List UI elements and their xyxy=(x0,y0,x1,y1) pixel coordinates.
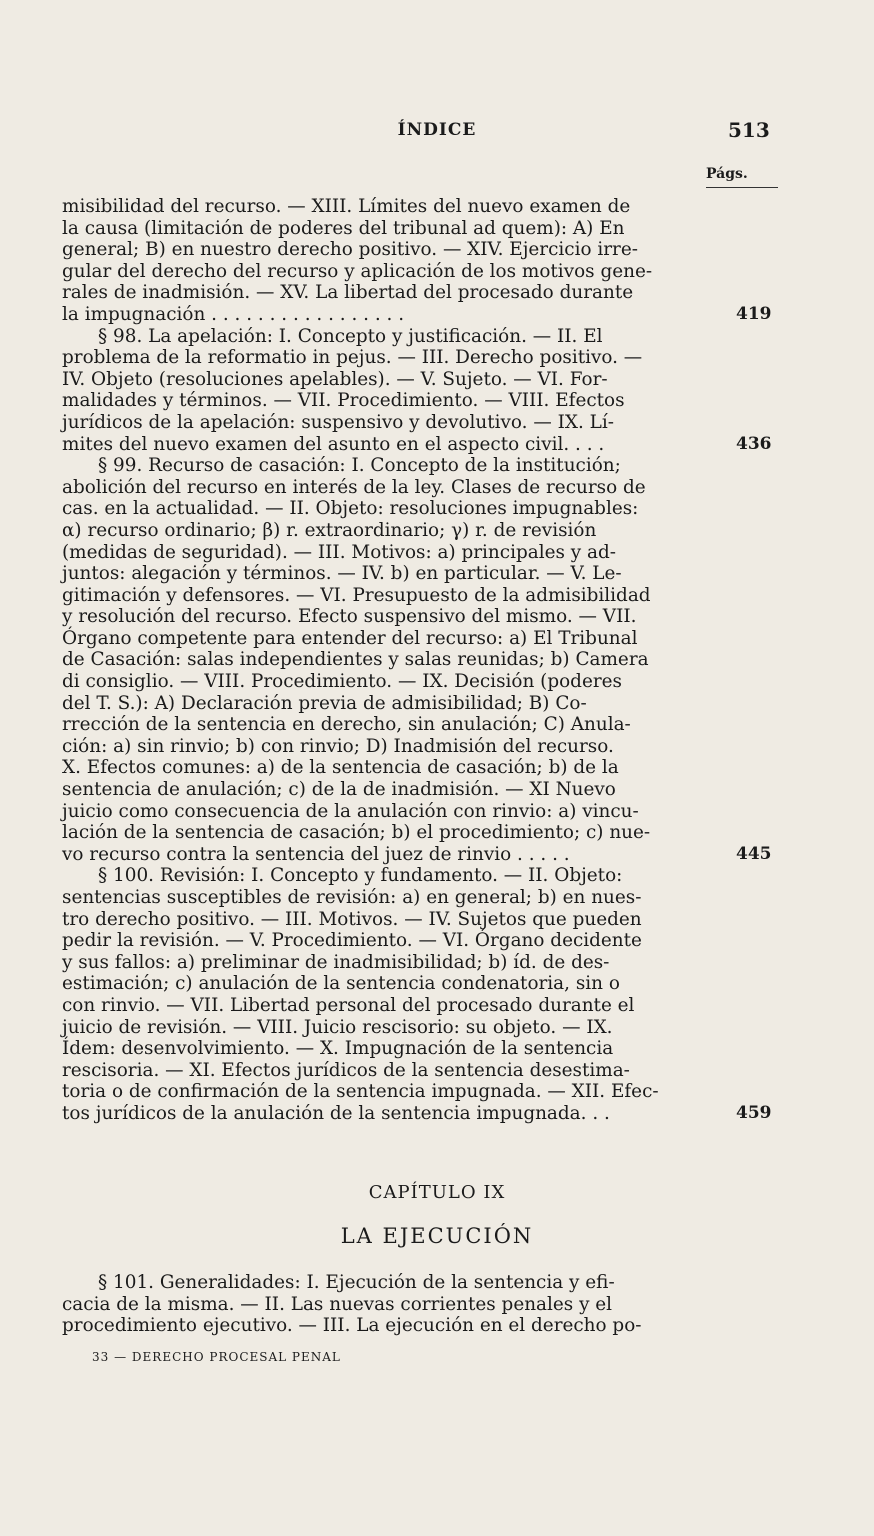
index-line-text: malidades y términos. — VII. Procedimiento. — VIII. Efectos xyxy=(62,390,625,412)
index-line xyxy=(62,909,782,931)
index-line xyxy=(62,844,782,866)
index-line-text: procedimiento ejecutivo. — III. La ejecución en el derecho po- xyxy=(62,1315,642,1337)
index-line-text: vo recurso contra la sentencia del juez de rinvio . . . . . xyxy=(62,843,570,865)
index-line-text: tos jurídicos de la anulación de la sentencia impugnada. . . xyxy=(62,1102,610,1124)
index-line xyxy=(62,649,782,671)
index-line xyxy=(62,1017,782,1039)
index-line-text: y sus fallos: a) preliminar de inadmisibilidad; b) íd. de des- xyxy=(62,951,610,973)
index-line xyxy=(62,606,782,628)
index-line xyxy=(62,1103,782,1125)
index-line-text: mites del nuevo examen del asunto en el aspecto civil. . . . xyxy=(62,433,605,455)
index-line-text: juicio como consecuencia de la anulación con rinvio: a) vincu- xyxy=(62,800,639,822)
index-line-text: lación de la sentencia de casación; b) el procedimiento; c) nue- xyxy=(62,822,651,844)
index-page-ref: 419 xyxy=(736,303,772,324)
index-line xyxy=(62,477,782,499)
index-line-text: pedir la revisión. — V. Procedimiento. — VI. Órgano decidente xyxy=(62,930,642,952)
index-line-text: § 101. Generalidades: I. Ejecución de la sentencia y efi- xyxy=(98,1272,615,1293)
index-line-text: § 99. Recurso de casación: I. Concepto de la institución; xyxy=(98,455,621,477)
index-line xyxy=(62,930,782,952)
index-line xyxy=(62,239,782,261)
index-line xyxy=(62,282,782,304)
section-101-entry xyxy=(62,1272,722,1337)
index-line-text: α) recurso ordinario; β) r. extraordinario; γ) r. de revisión xyxy=(62,519,597,541)
index-line-text: di consiglio. — VIII. Procedimiento. — IX. Decisión (poderes xyxy=(62,671,622,693)
index-line xyxy=(62,671,782,693)
index-line xyxy=(62,1038,782,1060)
index-line-text: toria o de confirmación de la sentencia impugnada. — XII. Efec- xyxy=(62,1081,659,1103)
index-line-text: sentencias susceptibles de revisión: a) en general; b) en nues- xyxy=(62,887,642,908)
index-line xyxy=(62,1060,782,1082)
index-line xyxy=(62,1294,722,1316)
footer-signature: 33 — DERECHO PROCESAL PENAL xyxy=(92,1350,341,1364)
index-line xyxy=(62,865,782,887)
index-line xyxy=(62,628,782,650)
index-line xyxy=(62,952,782,974)
index-page-ref: 459 xyxy=(736,1102,772,1123)
page-number: 513 xyxy=(728,118,770,142)
chapter-label: CAPÍTULO IX xyxy=(368,1182,506,1203)
index-line xyxy=(62,757,782,779)
index-line xyxy=(62,390,782,412)
index-line-text: y resolución del recurso. Efecto suspensivo del mismo. — VII. xyxy=(62,606,637,628)
index-line-text: la causa (limitación de poderes del tribunal ad quem): A) En xyxy=(62,217,625,239)
index-line-text: problema de la reformatio in pejus. — III. Derecho positivo. — xyxy=(62,347,643,369)
index-line-text: (medidas de seguridad). — III. Motivos: a) principales y ad- xyxy=(62,541,616,563)
index-line-text: X. Efectos comunes: a) de la sentencia de casación; b) de la xyxy=(62,757,619,779)
index-line xyxy=(62,736,782,758)
index-line xyxy=(62,1081,782,1103)
index-line-text: ción: a) sin rinvio; b) con rinvio; D) Inadmisión del recurso. xyxy=(62,735,614,757)
index-line xyxy=(62,693,782,715)
index-line-text: IV. Objeto (resoluciones apelables). — V. Sujeto. — VI. For- xyxy=(62,368,608,390)
index-line-text: sentencia de anulación; c) de la de inadmisión. — XI Nuevo xyxy=(62,779,616,801)
index-line xyxy=(62,714,782,736)
index-line xyxy=(62,218,782,240)
index-line-text: § 98. La apelación: I. Concepto y justificación. — II. El xyxy=(98,325,603,347)
index-line-text: cacia de la misma. — II. Las nuevas corrientes penales y el xyxy=(62,1293,613,1315)
index-line-text: misibilidad del recurso. — XIII. Límites del nuevo examen de xyxy=(62,196,631,217)
index-line xyxy=(62,779,782,801)
index-line xyxy=(62,563,782,585)
index-line-text: cas. en la actualidad. — II. Objeto: resoluciones impugnables: xyxy=(62,498,639,520)
index-line-text: gular del derecho del recurso y aplicación de los motivos gene- xyxy=(62,260,653,282)
index-line-text: rescisoria. — XI. Efectos jurídicos de la sentencia desestima- xyxy=(62,1059,630,1081)
index-line xyxy=(62,369,782,391)
index-line-text: de Casación: salas independientes y salas reunidas; b) Camera xyxy=(62,649,649,671)
index-line-text: juicio de revisión. — VIII. Juicio rescisorio: su objeto. — IX. xyxy=(62,1016,613,1038)
index-line-text: del T. S.): A) Declaración previa de admisibilidad; B) Co- xyxy=(62,692,587,714)
index-line xyxy=(62,1272,722,1294)
index-line xyxy=(62,347,782,369)
index-line xyxy=(62,455,782,477)
index-line xyxy=(62,261,782,283)
index-line-text: rrección de la sentencia en derecho, sin anulación; C) Anula- xyxy=(62,714,631,736)
index-line-text: rales de inadmisión. — XV. La libertad del procesado durante xyxy=(62,282,634,304)
index-line xyxy=(62,326,782,348)
index-line-text: juntos: alegación y términos. — IV. b) en particular. — V. Le- xyxy=(62,563,622,585)
index-line-text: Órgano competente para entender del recurso: a) El Tribunal xyxy=(62,627,638,649)
index-page-ref: 436 xyxy=(736,433,772,454)
index-line-text: jurídicos de la apelación: suspensivo y devolutivo. — IX. Lí- xyxy=(62,411,614,433)
index-line-text: Ídem: desenvolvimiento. — X. Impugnación de la sentencia xyxy=(62,1038,614,1060)
index-line xyxy=(62,995,782,1017)
index-line xyxy=(62,973,782,995)
index-line xyxy=(62,434,782,456)
index-line-text: abolición del recurso en interés de la ley. Clases de recurso de xyxy=(62,476,646,498)
index-line xyxy=(62,1315,722,1337)
running-header-title: ÍNDICE xyxy=(397,120,477,140)
index-line xyxy=(62,822,782,844)
index-page-ref: 445 xyxy=(736,843,772,864)
index-line-text: § 100. Revisión: I. Concepto y fundamento. — II. Objeto: xyxy=(98,865,623,887)
index-line-text: estimación; c) anulación de la sentencia condenatoria, sin o xyxy=(62,973,620,995)
index-line xyxy=(62,520,782,542)
index-line xyxy=(62,585,782,607)
index-line xyxy=(62,887,782,909)
pages-label-rule xyxy=(706,187,778,188)
pages-column-label: Págs. xyxy=(706,166,748,182)
index-line-text: gitimación y defensores. — VI. Presupuesto de la admisibilidad xyxy=(62,584,651,606)
index-line-text: tro derecho positivo. — III. Motivos. — IV. Sujetos que pueden xyxy=(62,908,642,930)
index-line-text: la impugnación . . . . . . . . . . . . . . . . . xyxy=(62,303,405,325)
index-line xyxy=(62,801,782,823)
index-line-text: general; B) en nuestro derecho positivo. — XIV. Ejercicio irre- xyxy=(62,239,638,261)
index-line xyxy=(62,304,782,326)
index-entries xyxy=(62,196,782,1125)
index-line xyxy=(62,196,782,218)
chapter-title: LA EJECUCIÓN xyxy=(340,1224,534,1248)
index-line xyxy=(62,412,782,434)
index-line xyxy=(62,498,782,520)
index-line-text: con rinvio. — VII. Libertad personal del procesado durante el xyxy=(62,994,635,1016)
index-line xyxy=(62,542,782,564)
